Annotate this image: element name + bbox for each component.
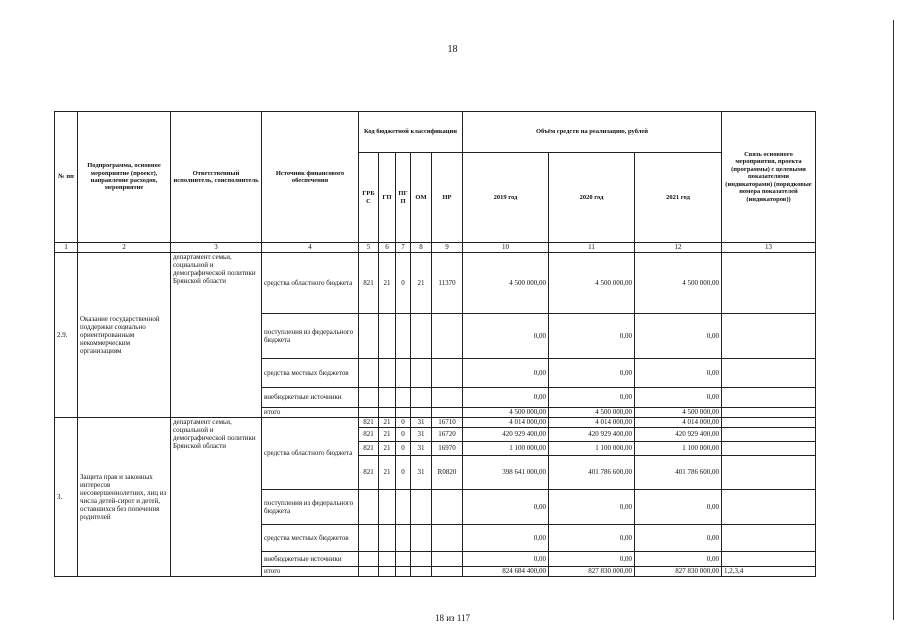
code-grbs: 821 [359,456,379,490]
header-year-2021: 2021 год [635,153,722,243]
amount-2019: 4 014 000,00 [463,418,549,428]
code-gp [379,552,396,567]
indicator-link [722,408,816,418]
indicator-link [722,359,816,388]
amount-2020: 420 929 400,00 [549,428,635,442]
amount-2019: 0,00 [463,359,549,388]
code-gp: 21 [379,456,396,490]
code-om: 31 [411,418,432,428]
code-pgp [396,567,411,577]
code-gp [379,525,396,552]
code-np: 11370 [432,253,463,314]
header-num: № пп [55,112,78,243]
row-number: 2.9. [55,253,78,418]
column-number: 7 [396,243,411,253]
amount-2020: 4 500 000,00 [549,408,635,418]
table-row [55,418,816,428]
code-pgp [396,552,411,567]
code-pgp: 0 [396,418,411,428]
header-np: НР [432,153,463,243]
code-np: R0820 [432,456,463,490]
source-cell: средства областного бюджета [262,253,359,314]
executor-cell: департамент семьи, социальной и демографической политики Брянской области [171,418,262,577]
page-number-top: 18 [447,44,458,55]
source-cell: поступления из федерального бюджета [262,490,359,525]
code-np [432,359,463,388]
indicator-link [722,314,816,359]
column-number-row [55,243,816,253]
indicator-link [722,442,816,456]
code-om [411,314,432,359]
header-om: ОМ [411,153,432,243]
code-om [411,567,432,577]
amount-2020: 0,00 [549,388,635,408]
code-om [411,490,432,525]
amount-2021: 0,00 [635,490,722,525]
amount-2021: 4 500 000,00 [635,408,722,418]
header-executor: Ответственный исполнитель, соисполнитель [171,112,262,243]
column-number: 2 [78,243,171,253]
amount-2020: 827 830 000,00 [549,567,635,577]
source-cell: итого [262,408,359,418]
code-np [432,552,463,567]
amount-2021: 401 786 600,00 [635,456,722,490]
code-grbs: 821 [359,442,379,456]
code-om: 31 [411,428,432,442]
amount-2020: 0,00 [549,314,635,359]
amount-2019: 0,00 [463,314,549,359]
code-np [432,490,463,525]
column-number: 3 [171,243,262,253]
executor-cell: департамент семьи, социальной и демографической политики Брянской области [171,253,262,418]
code-om [411,388,432,408]
code-np [432,314,463,359]
code-gp [379,567,396,577]
code-om [411,359,432,388]
indicator-link [722,418,816,428]
header-grbs: ГРБ С [359,153,379,243]
header-name: Подпрограмма, основное мероприятие (проект), направление расходов, мероприятие [78,112,171,243]
code-grbs: 821 [359,428,379,442]
header-row-1 [55,112,816,153]
code-np [432,525,463,552]
amount-2021: 0,00 [635,314,722,359]
indicator-link [722,253,816,314]
code-om [411,552,432,567]
code-pgp [396,359,411,388]
table-row [55,253,816,314]
header-pgp: ПГ П [396,153,411,243]
indicator-link [722,490,816,525]
column-number: 9 [432,243,463,253]
amount-2019: 420 929 400,00 [463,428,549,442]
code-pgp: 0 [396,253,411,314]
amount-2021: 1 100 000,00 [635,442,722,456]
code-gp: 21 [379,442,396,456]
code-om: 21 [411,253,432,314]
code-grbs [359,490,379,525]
code-gp: 21 [379,428,396,442]
indicator-link [722,428,816,442]
indicator-link [722,552,816,567]
code-pgp [396,408,411,418]
amount-2021: 420 929 400,00 [635,428,722,442]
amount-2020: 0,00 [549,490,635,525]
column-number: 4 [262,243,359,253]
column-number: 6 [379,243,396,253]
source-cell: средства местных бюджетов [262,359,359,388]
code-gp [379,359,396,388]
amount-2020: 0,00 [549,359,635,388]
code-np: 16710 [432,418,463,428]
indicator-link [722,525,816,552]
code-grbs [359,408,379,418]
code-pgp [396,490,411,525]
column-number: 13 [722,243,816,253]
source-cell: средства областного бюджета [262,418,359,490]
code-pgp: 0 [396,456,411,490]
amount-2019: 0,00 [463,552,549,567]
amount-2021: 4 500 000,00 [635,253,722,314]
code-grbs [359,388,379,408]
column-number: 11 [549,243,635,253]
amount-2019: 4 500 000,00 [463,253,549,314]
indicator-link [722,456,816,490]
header-link: Связь основного мероприятия, проекта (программы) с целевыми показателями (индикаторами) (порядковые номера показателей (индикаторов)) [722,112,816,243]
amount-2021: 0,00 [635,388,722,408]
code-grbs: 821 [359,418,379,428]
column-number: 10 [463,243,549,253]
code-np [432,408,463,418]
amount-2021: 0,00 [635,552,722,567]
code-gp [379,314,396,359]
code-om: 31 [411,456,432,490]
code-gp [379,408,396,418]
budget-table [54,111,816,577]
amount-2020: 0,00 [549,552,635,567]
amount-2019: 0,00 [463,490,549,525]
code-gp: 21 [379,418,396,428]
code-om [411,408,432,418]
code-grbs [359,552,379,567]
code-np [432,388,463,408]
amount-2019: 0,00 [463,525,549,552]
amount-2020: 4 500 000,00 [549,253,635,314]
code-pgp [396,388,411,408]
header-year-2019: 2019 год [463,153,549,243]
code-np [432,567,463,577]
amount-2021: 0,00 [635,525,722,552]
amount-2021: 827 830 000,00 [635,567,722,577]
source-cell: итого [262,567,359,577]
code-grbs [359,314,379,359]
header-source: Источник финансового обеспечения [262,112,359,243]
amount-2019: 0,00 [463,388,549,408]
measure-name: Защита прав и законных интересов несовершеннолетних, лиц из числа детей-сирот и детей, оставшихся без попечения родителей [78,418,171,577]
measure-name: Оказание государственной поддержки социально ориентированным некоммерческим организациям [78,253,171,418]
amount-2020: 0,00 [549,525,635,552]
code-gp [379,388,396,408]
header-volume-group: Объём средств на реализацию, рублей [463,112,722,153]
amount-2019: 1 100 000,00 [463,442,549,456]
code-np: 16720 [432,428,463,442]
page-footer: 18 из 117 [434,613,471,623]
code-grbs [359,359,379,388]
amount-2019: 4 500 000,00 [463,408,549,418]
source-cell: внебюджетные источники [262,388,359,408]
source-cell: поступления из федерального бюджета [262,314,359,359]
source-cell: средства местных бюджетов [262,525,359,552]
amount-2021: 4 014 000,00 [635,418,722,428]
indicator-link [722,388,816,408]
header-year-2020: 2020 год [549,153,635,243]
amount-2021: 0,00 [635,359,722,388]
code-gp [379,490,396,525]
amount-2020: 1 100 000,00 [549,442,635,456]
code-pgp: 0 [396,442,411,456]
header-gp: ГП [379,153,396,243]
indicator-link: 1,2,3,4 [722,567,816,577]
amount-2020: 4 014 000,00 [549,418,635,428]
amount-2019: 398 641 000,00 [463,456,549,490]
amount-2020: 401 786 600,00 [549,456,635,490]
column-number: 8 [411,243,432,253]
row-number: 3. [55,418,78,577]
code-pgp: 0 [396,428,411,442]
column-number: 5 [359,243,379,253]
code-np: 16970 [432,442,463,456]
scan-edge-line [893,20,894,620]
code-om: 31 [411,442,432,456]
source-cell: внебюджетные источники [262,552,359,567]
column-number: 1 [55,243,78,253]
code-grbs [359,567,379,577]
code-grbs: 821 [359,253,379,314]
code-om [411,525,432,552]
amount-2019: 824 684 400,00 [463,567,549,577]
code-grbs [359,525,379,552]
header-code-group: Код бюджетной классификации [359,112,463,153]
column-number: 12 [635,243,722,253]
code-gp: 21 [379,253,396,314]
code-pgp [396,314,411,359]
code-pgp [396,525,411,552]
